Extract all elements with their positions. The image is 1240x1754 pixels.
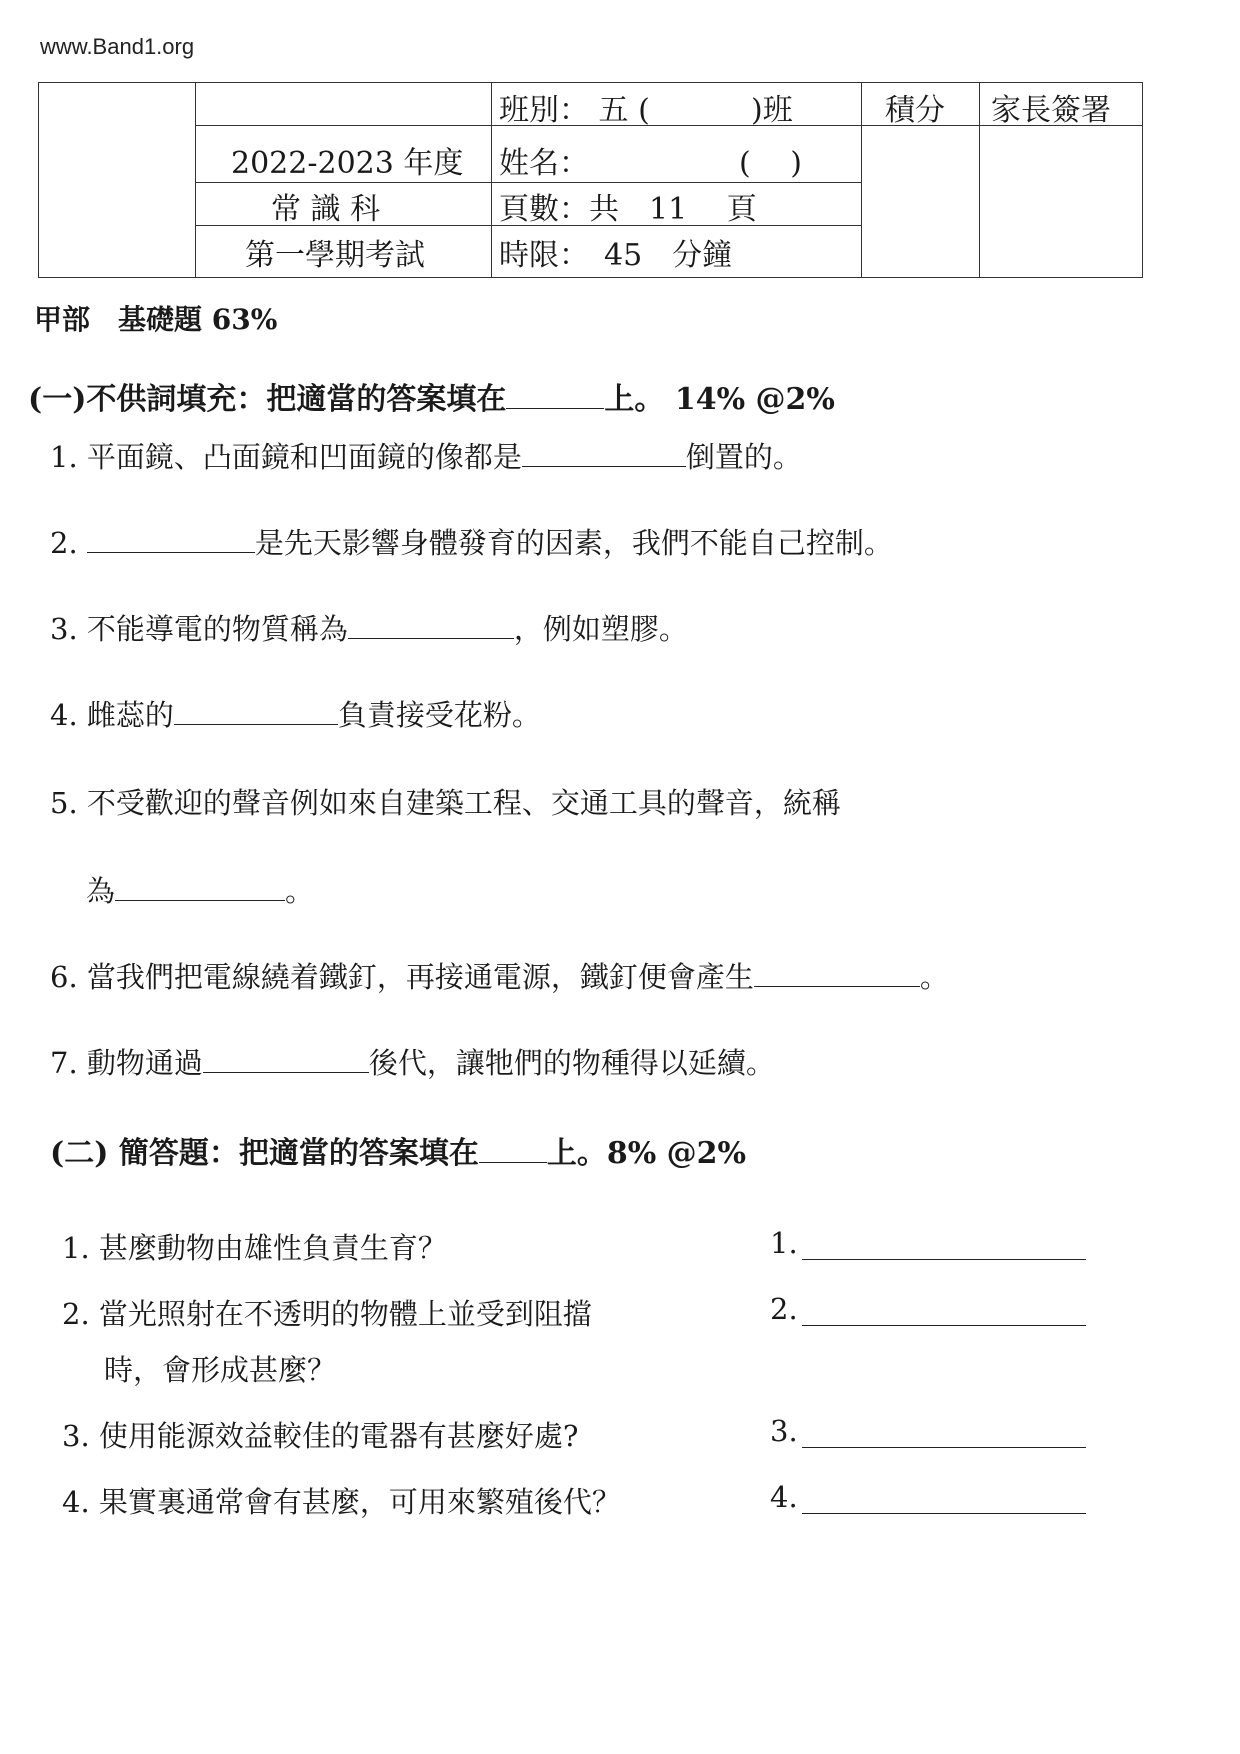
name-class-number: ( )	[739, 146, 802, 181]
answer-blank[interactable]	[174, 702, 338, 725]
answer-label-4: 4.	[770, 1480, 798, 1514]
class-label: 班別： 五 (	[499, 93, 650, 128]
answer-blank[interactable]	[348, 616, 514, 639]
answer-label-2: 2.	[770, 1292, 798, 1326]
short-question-1: 1. 甚麼動物由雄性負責生育？	[62, 1231, 447, 1265]
short-question-3: 3. 使用能源效益較佳的電器有甚麼好處?	[62, 1419, 579, 1453]
answer-blank[interactable]	[522, 444, 686, 467]
answer-line-3[interactable]	[802, 1446, 1086, 1448]
short-question-4: 4. 果實裏通常會有甚麼，可用來繁殖後代？	[62, 1485, 621, 1519]
exam-header-table	[38, 82, 1143, 278]
fill-question-2: 2. 是先天影響身體發育的因素，我們不能自己控制。	[50, 526, 893, 560]
answer-line-2[interactable]	[802, 1324, 1086, 1326]
time-limit: 時限： 45 分鐘	[499, 238, 733, 273]
school-year: 2022-2023 年度	[231, 146, 464, 181]
pages-label: 頁數：共 11 頁	[499, 192, 757, 227]
subject: 常 識 科	[271, 192, 381, 227]
answer-blank[interactable]	[203, 1050, 369, 1073]
answer-label-1: 1.	[770, 1226, 798, 1260]
section-2-title: (二) 簡答題：把適當的答案填在 上。8% @2%	[50, 1136, 747, 1171]
short-question-2: 2. 當光照射在不透明的物體上並受到阻擋	[62, 1297, 592, 1331]
fill-question-6: 6. 當我們把電線繞着鐵釘，再接通電源，鐵釘便會產生 。	[50, 960, 949, 994]
part-a-title: 甲部 基礎題 63%	[34, 303, 278, 336]
answer-blank[interactable]	[754, 964, 920, 987]
exam-name: 第一學期考試	[245, 238, 425, 273]
answer-line-4[interactable]	[802, 1512, 1086, 1514]
fill-question-4: 4. 雌蕊的 負責接受花粉。	[50, 698, 541, 732]
name-label: 姓名：	[499, 146, 589, 181]
short-question-2-line2: 時，會形成甚麼？	[104, 1353, 337, 1387]
answer-blank[interactable]	[115, 878, 285, 901]
parent-signature-label: 家長簽署	[991, 93, 1111, 128]
watermark-url: www.Band1.org	[40, 34, 195, 59]
class-suffix: )班	[751, 93, 793, 128]
fill-question-3: 3. 不能導電的物質稱為 ，例如塑膠。	[50, 612, 688, 646]
fill-question-5: 5. 不受歡迎的聲音例如來自建築工程、交通工具的聲音，統稱	[50, 786, 841, 820]
fill-question-5-line2: 為 。	[86, 874, 315, 908]
fill-question-7: 7. 動物通過 後代，讓牠們的物種得以延續。	[50, 1046, 775, 1080]
score-label: 積分	[885, 93, 945, 128]
fill-question-1: 1. 平面鏡、凸面鏡和凹面鏡的像都是 倒置的。	[50, 440, 802, 474]
section-1-title: (一)不供詞填充：把適當的答案填在 上。 14% @2%	[28, 382, 835, 417]
answer-label-3: 3.	[770, 1414, 798, 1448]
answer-blank[interactable]	[87, 530, 255, 553]
answer-line-1[interactable]	[802, 1258, 1086, 1260]
